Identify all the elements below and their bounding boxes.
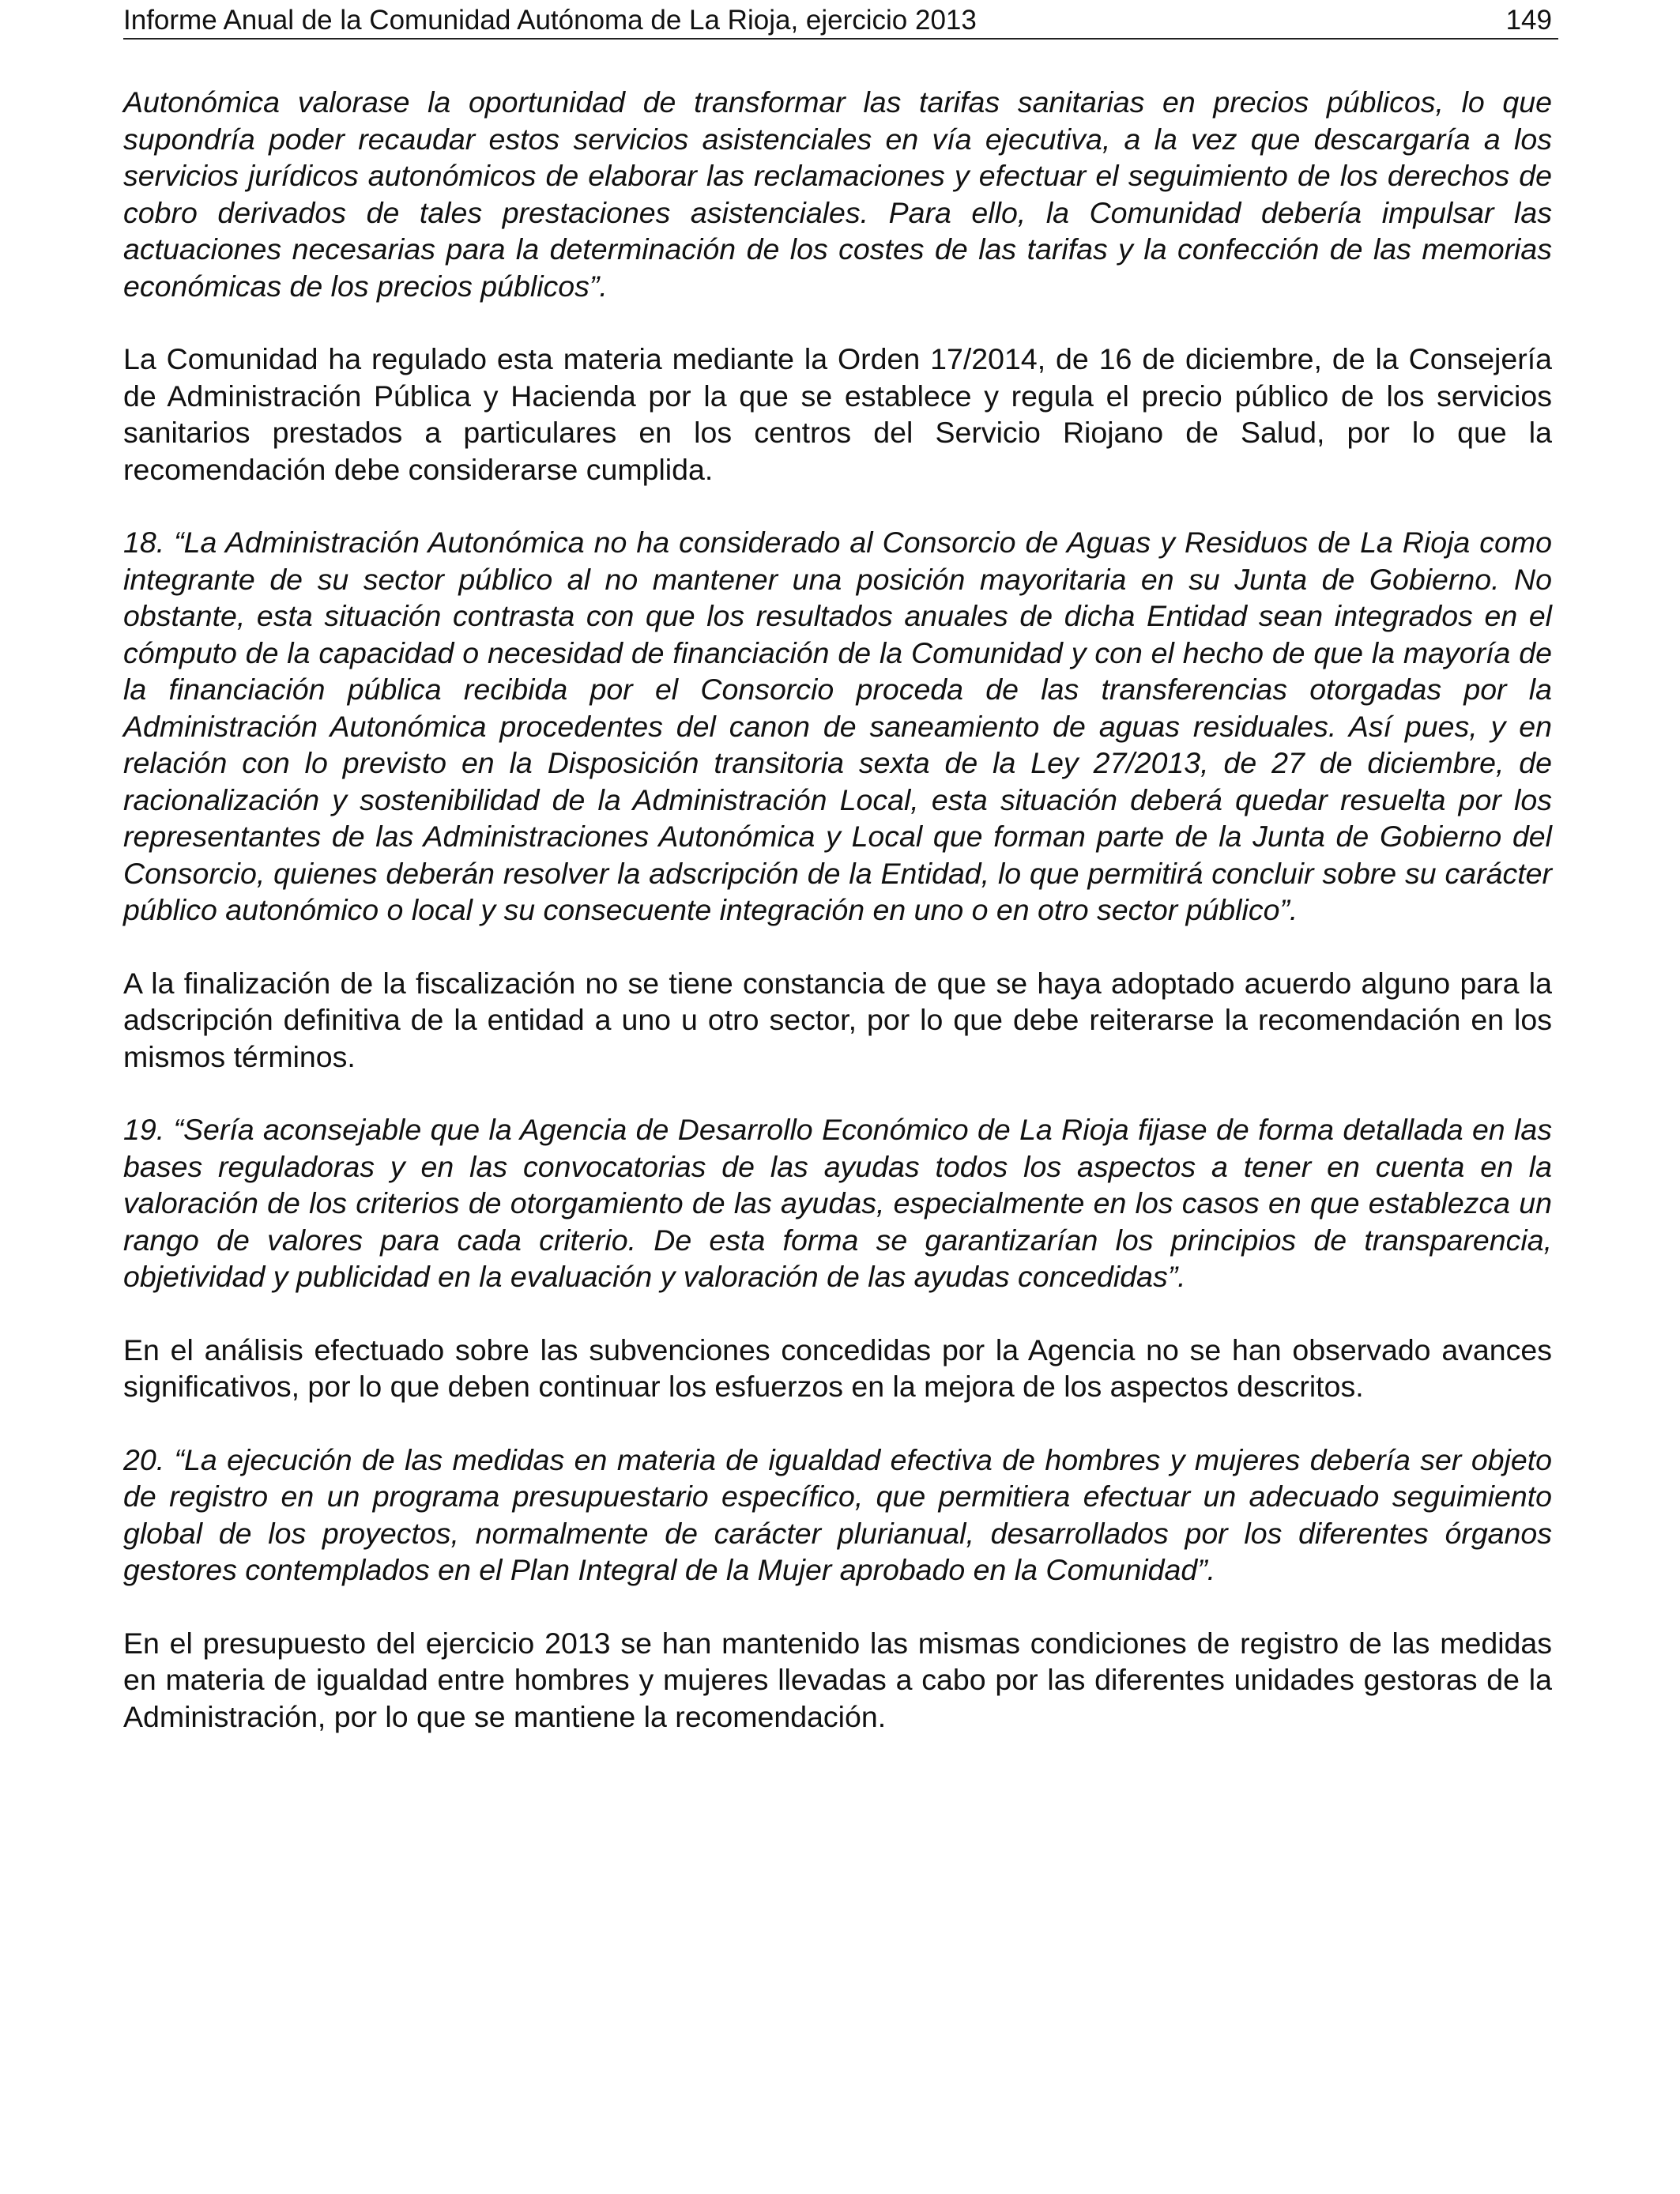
paragraph-response: La Comunidad ha regulado esta materia mediante la Orden 17/2014, de 16 de diciembre, de la Consejería de Administración Pública y Hacienda por la que se establece y regula el precio público de los servicios sanitarios prestados a particulares en los centros del Servicio Riojano de Salud, por lo que la recomendación debe considerarse cumplida.	[123, 342, 1552, 486]
header-title: Informe Anual de la Comunidad Autónoma de La Rioja, ejercicio 2013	[123, 5, 977, 36]
paragraph-recommendation-19: 19. “Sería aconsejable que la Agencia de Desarrollo Económico de La Rioja fijase de forma detallada en las bases reguladoras y en las convocatorias de las ayudas todos los aspectos a tener en cuenta en la valoración de los criterios de otorgamiento de las ayudas, especialmente en los casos en que establezca un rango de valores para cada criterio. De esta forma se garantizarían los principios de transparencia, objetividad y publicidad en la evaluación y valoración de las ayudas concedidas”.	[123, 1113, 1552, 1293]
paragraph-response: En el análisis efectuado sobre las subvenciones concedidas por la Agencia no se han observado avances significativos, por lo que deben continuar los esfuerzos en la mejora de los aspectos descritos.	[123, 1333, 1552, 1403]
paragraph-recommendation-18: 18. “La Administración Autonómica no ha considerado al Consorcio de Aguas y Residuos de La Rioja como integrante de su sector público al no mantener una posición mayoritaria en su Junta de Gobierno. No obstante, esta situación contrasta con que los resultados anuales de dicha Entidad sean integrados en el cómputo de la capacidad o necesidad de financiación de la Comunidad y con el hecho de que la mayoría de la financiación pública recibida por el Consorcio proceda de las transferencias otorgadas por la Administración Autonómica procedentes del canon de saneamiento de aguas residuales. Así pues, y en relación con lo previsto en la Disposición transitoria sexta de la Ley 27/2013, de 27 de diciembre, de racionalización y sostenibilidad de la Administración Local, esta situación deberá quedar resuelta por los representantes de las Administraciones Autonómica y Local que forman parte de la Junta de Gobierno del Consorcio, quienes deberán resolver la adscripción de la Entidad, lo que permitirá concluir sobre su carácter público autonómico o local y su consecuente integración en uno o en otro sector público”.	[123, 526, 1552, 926]
page-number: 149	[1505, 5, 1552, 36]
paragraph-response: A la finalización de la fiscalización no se tiene constancia de que se haya adoptado acuerdo alguno para la adscripción definitiva de la entidad a uno u otro sector, por lo que debe reiterarse la recomendación en los mismos términos.	[123, 966, 1552, 1073]
paragraph-response: En el presupuesto del ejercicio 2013 se han mantenido las mismas condiciones de registro de las medidas en materia de igualdad entre hombres y mujeres llevadas a cabo por las diferentes unidades gestoras de la Administración, por lo que se mantiene la recomendación.	[123, 1626, 1552, 1733]
page-header	[123, 3, 1558, 40]
paragraph-recommendation-quote: Autonómica valorase la oportunidad de transformar las tarifas sanitarias en precios públicos, lo que supondría poder recaudar estos servicios asistenciales en vía ejecutiva, a la vez que descargaría a los servicios jurídicos autonómicos de elaborar las reclamaciones y efectuar el seguimiento de los derechos de cobro derivados de tales prestaciones asistenciales. Para ello, la Comunidad debería impulsar las actuaciones necesarias para la determinación de los costes de las tarifas y la confección de las memorias económicas de los precios públicos”.	[123, 85, 1552, 303]
paragraph-recommendation-20: 20. “La ejecución de las medidas en materia de igualdad efectiva de hombres y mujeres debería ser objeto de registro en un programa presupuestario específico, que permitiera efectuar un adecuado seguimiento global de los proyectos, normalmente de carácter plurianual, desarrollados por los diferentes órganos gestores contemplados en el Plan Integral de la Mujer aprobado en la Comunidad”.	[123, 1442, 1552, 1586]
document-body	[123, 84, 1552, 1771]
